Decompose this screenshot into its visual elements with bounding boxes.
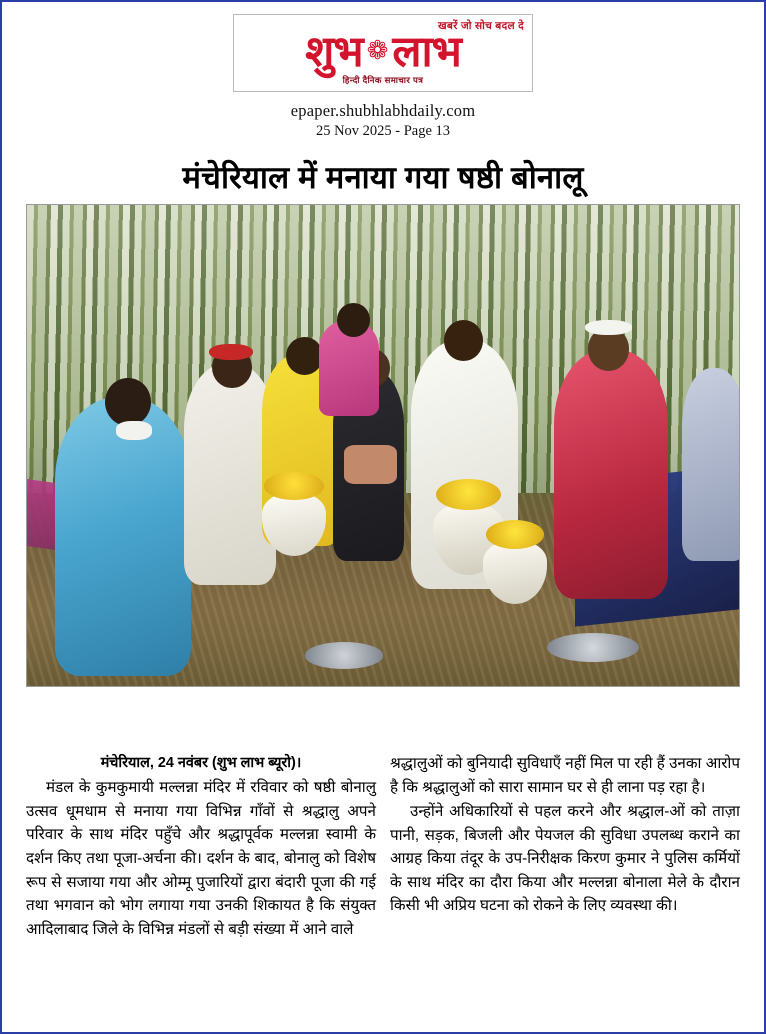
article-photo — [26, 204, 740, 687]
article-column-right — [390, 752, 740, 1026]
devotee-figure — [682, 368, 740, 560]
epaper-info — [26, 101, 740, 140]
steel-plate — [547, 633, 640, 662]
dateline: मंचेरियाल, 24 नवंबर (शुभ लाभ ब्यूरो)। — [100, 755, 302, 771]
epaper-date-page: 25 Nov 2025 - Page 13 — [315, 123, 451, 139]
masthead-subtitle: हिन्दी दैनिक समाचार पत्र — [342, 75, 424, 85]
masthead-tagline: खबरें जो सोच बदल दे — [437, 20, 524, 32]
child-figure — [344, 445, 397, 483]
pot-decoration — [264, 472, 324, 501]
white-cap — [585, 320, 632, 334]
devotee-head — [337, 303, 370, 337]
masthead-title — [240, 28, 526, 76]
article-column-left — [26, 752, 376, 1026]
paragraph: श्रद्धालुओं को बुनियादी सुविधाएँ नहीं मिल पा रही हैं उनका आरोप है कि श्रद्धालुओं को सारा सामान घर से ही लाना पड़ रहा है। — [390, 755, 740, 796]
paragraph: उन्होंने अधिकारियों से पहल करने और श्रद्धाल-ओं को ताज़ा पानी, सड़क, बिजली और पेयजल की सुविधा उपलब्ध कराने का आग्रह किया तंदूर के उप-निरीक्षक किरण कुमार ने पुलिस कर्मियों के साथ मंदिर का दौरा किया और मल्लन्ना बोनाला मेले के दौरान किसी भी अप्रिय घटना को रोकने के लिए व्यवस्था की। — [390, 803, 740, 915]
masthead — [233, 14, 533, 92]
photo-content — [27, 205, 739, 686]
devotee-figure — [554, 349, 668, 599]
paragraph: मंडल के कुमकुमायी मल्लन्ना मंदिर में रविवार को षष्ठी बोनालु उत्सव धूमधाम से मनाया गया विभिन्न गाँवों से श्रद्धालु अपने परिवार के साथ मंदिर पहुँचे और श्रद्धापूर्वक मल्लन्ना स्वामी के दर्शन किए तथा पूजा-अर्चना की। दर्शन के बाद, बोनालु को विशेष रूप से सजाया गया और ओम्मू पुजारियों द्वारा बंदारी पूजा की गई तथा भगवान को भोग लगाया गया उनकी शिकायत है कि संयुक्त आदिलाबाद जिले के विभिन्न मंडलों से बड़ी संख्या में आने वाले — [26, 779, 376, 938]
pot-decoration — [486, 520, 544, 549]
epaper-url[interactable]: epaper.shubhlabhdaily.com — [290, 101, 476, 120]
masthead-word-labh: लाभ — [392, 28, 461, 76]
page-inner — [2, 2, 764, 1032]
head-cloth — [116, 421, 152, 440]
ganesha-icon: ❁ — [366, 35, 389, 65]
page-title: मंचेरियाल में मनाया गया षष्ठी बोनालू — [182, 160, 584, 195]
steel-plate — [305, 642, 383, 668]
masthead-word-shubh: शुभ — [305, 28, 363, 76]
article-body — [26, 752, 740, 1026]
pot-decoration — [436, 479, 502, 510]
devotee-head — [105, 378, 151, 426]
